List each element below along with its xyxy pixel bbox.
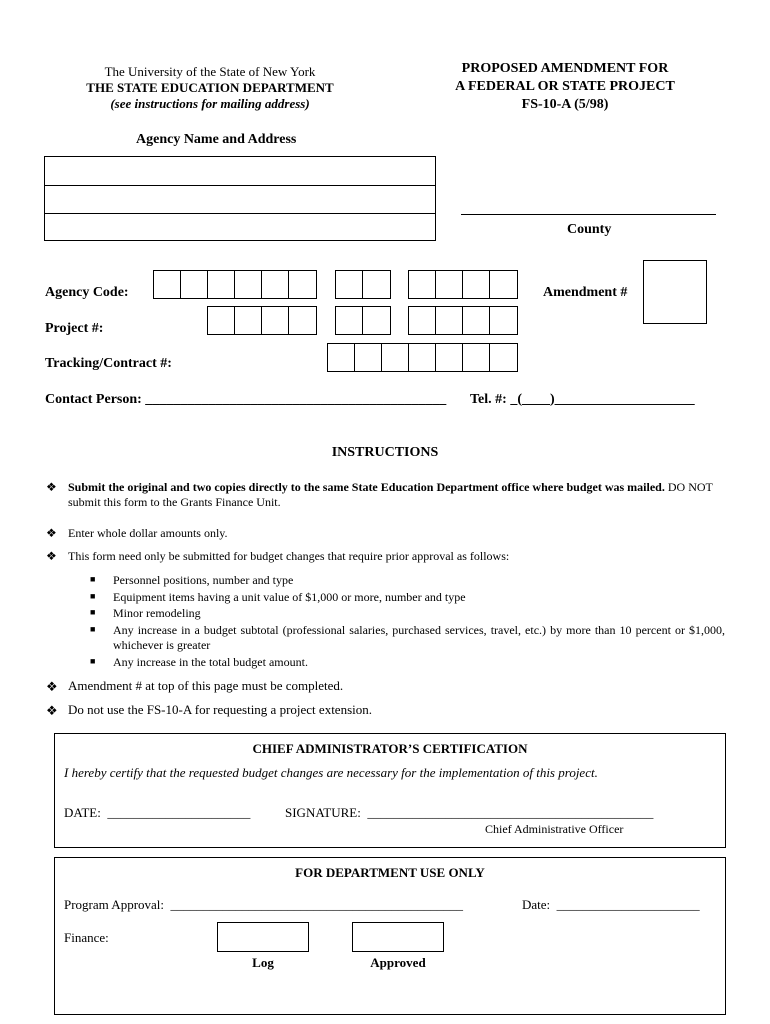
approved-label: Approved	[370, 955, 426, 970]
sub-instruction-item: Equipment items having a unit value of $1,000 or more, number and type	[113, 590, 466, 604]
diamond-bullet-icon: ❖	[46, 549, 57, 563]
diamond-bullet-icon: ❖	[46, 679, 58, 694]
sub-instruction-item: Any increase in the total budget amount.	[113, 655, 308, 669]
instruction-bold: Submit the original and two copies directly to the same State Education Department office where budget was mailed.	[68, 480, 665, 494]
diamond-bullet-icon: ❖	[46, 480, 57, 494]
tracking-label: Tracking/Contract #:	[45, 356, 172, 371]
square-bullet-icon: ■	[90, 656, 96, 666]
log-box[interactable]	[217, 922, 309, 952]
address-divider	[45, 213, 435, 214]
certification-title: CHIEF ADMINISTRATOR’S CERTIFICATION	[252, 741, 528, 756]
project-label: Project #:	[45, 321, 104, 336]
instruction-item	[68, 480, 728, 510]
department-use-title: FOR DEPARTMENT USE ONLY	[295, 865, 485, 880]
program-approval-field[interactable]: Program Approval: _____________________________________________	[64, 897, 464, 912]
tracking-boxes[interactable]	[327, 343, 518, 372]
square-bullet-icon: ■	[90, 624, 96, 634]
agency-code-label: Agency Code:	[45, 285, 129, 300]
form-title-line1: PROPOSED AMENDMENT FOR	[461, 61, 669, 76]
log-label: Log	[252, 955, 274, 970]
department-use-section	[54, 857, 726, 1015]
signature-caption: Chief Administrative Officer	[485, 822, 624, 836]
amendment-box[interactable]	[643, 260, 707, 324]
instruction-item: This form need only be submitted for budget changes that require prior approval as follows:	[68, 549, 510, 563]
agency-address-box[interactable]	[44, 156, 436, 241]
sub-instruction-item: Any increase in a budget subtotal (professional salaries, purchased services, travel, etc.) by more than 10 percent or $1,000, whichever is greater	[113, 623, 725, 652]
instruction-item: Amendment # at top of this page must be completed.	[68, 678, 344, 693]
form-id: FS-10-A (5/98)	[521, 97, 609, 112]
certification-date-field[interactable]: DATE: ______________________	[64, 805, 251, 820]
certification-section	[54, 733, 726, 848]
approval-date-field[interactable]: Date: ______________________	[522, 897, 700, 912]
instruction-item: Do not use the FS-10-A for requesting a project extension.	[68, 702, 372, 717]
county-label: County	[567, 222, 612, 237]
agency-code-boxes-2[interactable]	[335, 270, 391, 299]
header-mailing-note: (see instructions for mailing address)	[110, 96, 310, 111]
project-boxes-3[interactable]	[408, 306, 518, 335]
signature-field[interactable]: SIGNATURE: ____________________________________________	[285, 805, 654, 820]
county-field[interactable]	[461, 214, 716, 215]
amendment-label: Amendment #	[543, 285, 628, 300]
project-boxes-2[interactable]	[335, 306, 391, 335]
agency-code-boxes-3[interactable]	[408, 270, 518, 299]
square-bullet-icon: ■	[90, 591, 96, 601]
header-university: The University of the State of New York	[104, 64, 316, 79]
agency-name-title: Agency Name and Address	[136, 132, 297, 147]
diamond-bullet-icon: ❖	[46, 526, 57, 540]
contact-person-field[interactable]: Contact Person: ___________________________________________	[45, 392, 447, 407]
sub-instruction-item: Personnel positions, number and type	[113, 573, 294, 587]
form-title-line2: A FEDERAL OR STATE PROJECT	[455, 79, 675, 94]
diamond-bullet-icon: ❖	[46, 703, 58, 718]
telephone-field[interactable]: Tel. #: _(____)____________________	[470, 392, 695, 407]
project-boxes-1[interactable]	[207, 306, 317, 335]
form-title	[425, 60, 705, 114]
square-bullet-icon: ■	[90, 574, 96, 584]
finance-label: Finance:	[64, 930, 109, 945]
sub-instruction-item: Minor remodeling	[113, 606, 201, 620]
agency-header	[60, 64, 360, 112]
address-divider	[45, 185, 435, 186]
agency-code-boxes-1[interactable]	[153, 270, 317, 299]
instruction-item: Enter whole dollar amounts only.	[68, 526, 228, 540]
approved-box[interactable]	[352, 922, 444, 952]
certification-statement: I hereby certify that the requested budget changes are necessary for the implementation of this project.	[64, 765, 598, 780]
instructions-title: INSTRUCTIONS	[331, 445, 439, 460]
instruction-rest: DO NOT submit this form to the Grants Finance Unit.	[68, 480, 713, 509]
square-bullet-icon: ■	[90, 607, 96, 617]
header-department: THE STATE EDUCATION DEPARTMENT	[86, 80, 334, 95]
